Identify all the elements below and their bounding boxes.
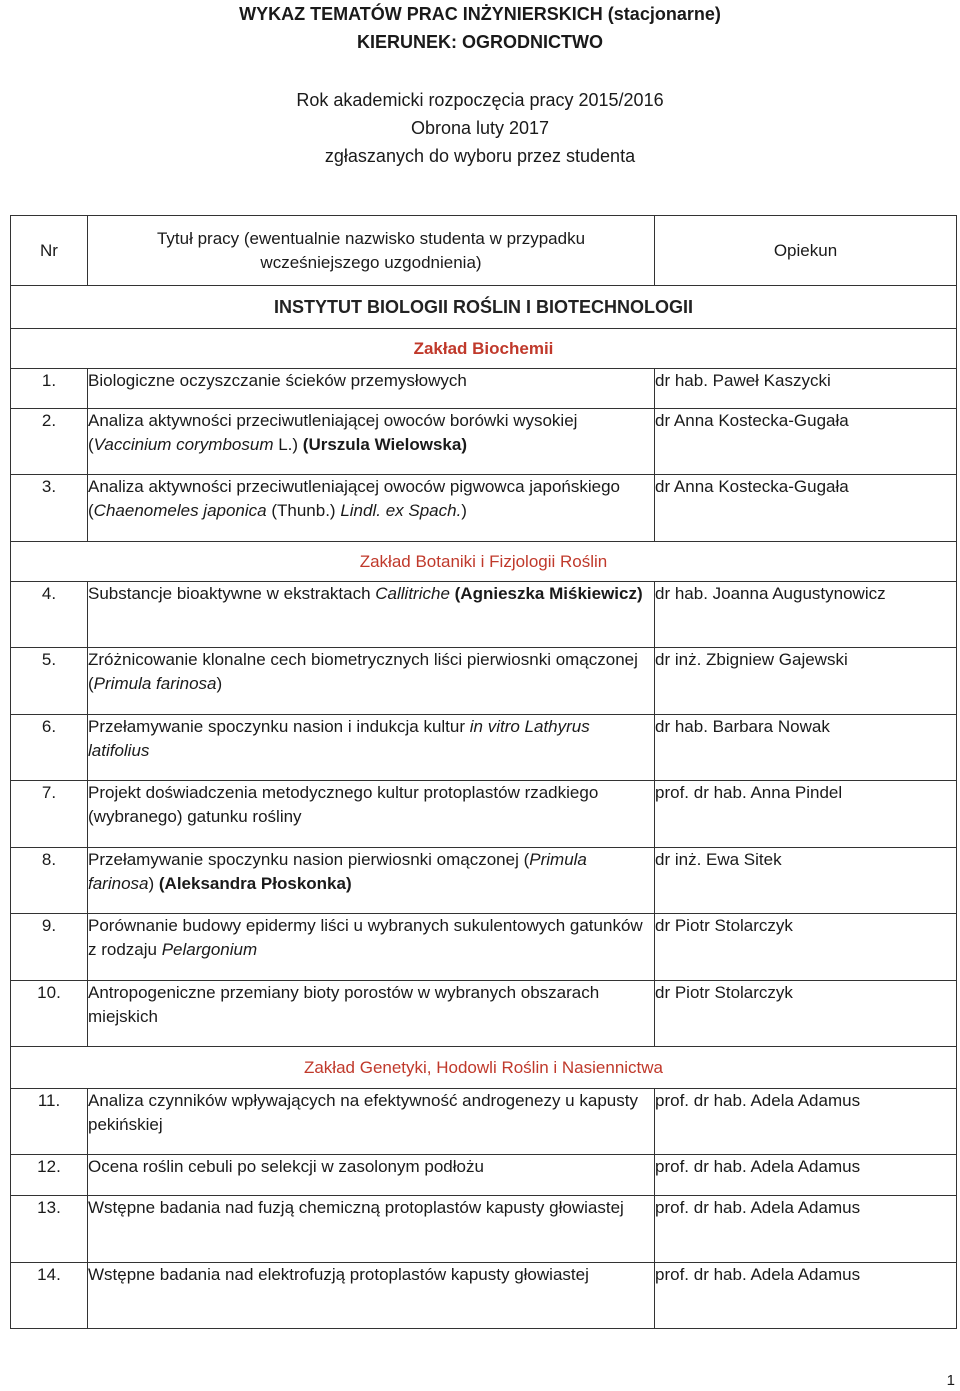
thesis-title (88, 369, 655, 409)
institute-name: INSTYTUT BIOLOGII ROŚLIN I BIOTECHNOLOGII (11, 286, 957, 329)
field-of-study: KIERUNEK: OGRODNICTWO (357, 32, 603, 52)
title-segment: Chaenomeles japonica (93, 501, 267, 520)
row-number: 8. (11, 848, 88, 914)
department-row (11, 542, 957, 582)
thesis-title (88, 715, 655, 781)
table-row (11, 475, 957, 542)
title-segment: Ocena roślin cebuli po selekcji w zasolonym podłożu (88, 1157, 484, 1176)
table-row (11, 715, 957, 781)
institute-row (11, 286, 957, 329)
title-segment: ) (216, 674, 223, 693)
supervisor: prof. dr hab. Adela Adamus (655, 1089, 957, 1155)
title-segment: Projekt doświadczenia metodycznego kultur protoplastów rzadkiego (wybranego) gatunku rośliny (88, 783, 599, 826)
row-number: 2. (11, 409, 88, 475)
supervisor: prof. dr hab. Adela Adamus (655, 1263, 957, 1329)
row-number: 7. (11, 781, 88, 848)
supervisor: dr inż. Zbigniew Gajewski (655, 648, 957, 715)
title-segment: (Thunb.) (266, 501, 341, 520)
table-row (11, 1196, 957, 1263)
row-number: 6. (11, 715, 88, 781)
thesis-title (88, 914, 655, 981)
thesis-title (88, 582, 655, 648)
title-segment: (Agnieszka Miśkiewicz) (454, 584, 643, 603)
title-segment: Przełamywanie spoczynku nasion pierwiosnki omączonej ( (88, 850, 530, 869)
row-number: 11. (11, 1089, 88, 1155)
title-segment: ) (148, 874, 159, 893)
title-segment: Lindl. ex Spach. (340, 501, 462, 520)
row-number: 13. (11, 1196, 88, 1263)
row-number: 4. (11, 582, 88, 648)
department-name: Zakład Genetyki, Hodowli Roślin i Nasiennictwa (11, 1047, 957, 1089)
defense-date: Obrona luty 2017 (410, 118, 550, 138)
title-segment: Substancje bioaktywne w ekstraktach (88, 584, 376, 603)
title-segment: Przełamywanie spoczynku nasion i indukcja kultur (88, 717, 470, 736)
supervisor: dr hab. Joanna Augustynowicz (655, 582, 957, 648)
title-segment: (Urszula Wielowska) (302, 435, 468, 454)
supervisor: prof. dr hab. Adela Adamus (655, 1155, 957, 1196)
department-row (11, 329, 957, 369)
thesis-topics-table (10, 215, 957, 1329)
academic-year: Rok akademicki rozpoczęcia pracy 2015/2016 (296, 90, 664, 110)
title-segment: Zróżnicowanie klonalne cech biometrycznych liści pierwiosnki omączonej ( (88, 650, 638, 693)
table-row (11, 369, 957, 409)
table-header-row (11, 216, 957, 286)
supervisor: dr hab. Paweł Kaszycki (655, 369, 957, 409)
row-number: 3. (11, 475, 88, 542)
title-segment: Porównanie budowy epidermy liści u wybranych sukulentowych gatunków z rodzaju (88, 916, 643, 959)
column-header-nr: Nr (11, 216, 88, 286)
supervisor: dr Piotr Stolarczyk (655, 914, 957, 981)
row-number: 14. (11, 1263, 88, 1329)
title-segment: Antropogeniczne przemiany bioty porostów w wybranych obszarach miejskich (88, 983, 600, 1026)
thesis-title (88, 648, 655, 715)
supervisor: dr inż. Ewa Sitek (655, 848, 957, 914)
column-header-title-line2: wcześniejszego uzgodnienia) (260, 252, 482, 272)
supervisor: prof. dr hab. Adela Adamus (655, 1196, 957, 1263)
title-segment: Pelargonium (161, 940, 258, 959)
column-header-title-line1: Tytuł pracy (ewentualnie nazwisko studenta w przypadku (156, 228, 586, 248)
table-row (11, 409, 957, 475)
supervisor: dr Anna Kostecka-Gugała (655, 409, 957, 475)
column-header-title (88, 216, 655, 286)
selection-note: zgłaszanych do wyboru przez studenta (324, 146, 636, 166)
thesis-title (88, 1155, 655, 1196)
title-segment: Biologiczne oczyszczanie ścieków przemysłowych (88, 371, 467, 390)
title-segment: Analiza aktywności przeciwutleniającej owoców borówki wysokiej ( (88, 411, 578, 454)
thesis-title (88, 1263, 655, 1329)
thesis-title (88, 848, 655, 914)
title-segment: Wstępne badania nad elektrofuzją protoplastów kapusty głowiastej (88, 1265, 589, 1284)
title-segment: in vitro Lathyrus latifolius (88, 717, 590, 760)
thesis-title (88, 1196, 655, 1263)
table-row (11, 781, 957, 848)
row-number: 1. (11, 369, 88, 409)
page-number: 1 (946, 1372, 955, 1389)
table-row (11, 1089, 957, 1155)
table-row (11, 582, 957, 648)
title-segment: Primula farinosa (93, 674, 217, 693)
title-segment: L.) (273, 435, 303, 454)
title-segment: ) (461, 501, 467, 520)
table-row (11, 648, 957, 715)
thesis-title (88, 475, 655, 542)
document-title: WYKAZ TEMATÓW PRAC INŻYNIERSKICH (stacjonarne) (239, 4, 721, 24)
table-row (11, 1263, 957, 1329)
title-segment: Callitriche (375, 584, 450, 603)
thesis-title (88, 781, 655, 848)
department-row (11, 1047, 957, 1089)
title-segment: Analiza aktywności przeciwutleniającej owoców pigwowca japońskiego ( (88, 477, 620, 520)
supervisor: dr hab. Barbara Nowak (655, 715, 957, 781)
supervisor: dr Piotr Stolarczyk (655, 981, 957, 1047)
supervisor: prof. dr hab. Anna Pindel (655, 781, 957, 848)
title-segment: Primula farinosa (88, 850, 587, 893)
row-number: 10. (11, 981, 88, 1047)
table-row (11, 914, 957, 981)
table-row (11, 848, 957, 914)
column-header-supervisor: Opiekun (655, 216, 957, 286)
department-name: Zakład Botaniki i Fizjologii Roślin (11, 542, 957, 582)
title-segment: Analiza czynników wpływających na efektywność androgenezy u kapusty pekińskiej (88, 1091, 638, 1134)
department-name: Zakład Biochemii (11, 329, 957, 369)
table-row (11, 981, 957, 1047)
row-number: 9. (11, 914, 88, 981)
supervisor: dr Anna Kostecka-Gugała (655, 475, 957, 542)
thesis-title (88, 409, 655, 475)
row-number: 12. (11, 1155, 88, 1196)
title-segment: Wstępne badania nad fuzją chemiczną protoplastów kapusty głowiastej (88, 1198, 624, 1217)
title-segment: Vaccinium corymbosum (93, 435, 274, 454)
table-row (11, 1155, 957, 1196)
thesis-title (88, 981, 655, 1047)
row-number: 5. (11, 648, 88, 715)
title-segment: (Aleksandra Płoskonka) (158, 874, 352, 893)
thesis-title (88, 1089, 655, 1155)
